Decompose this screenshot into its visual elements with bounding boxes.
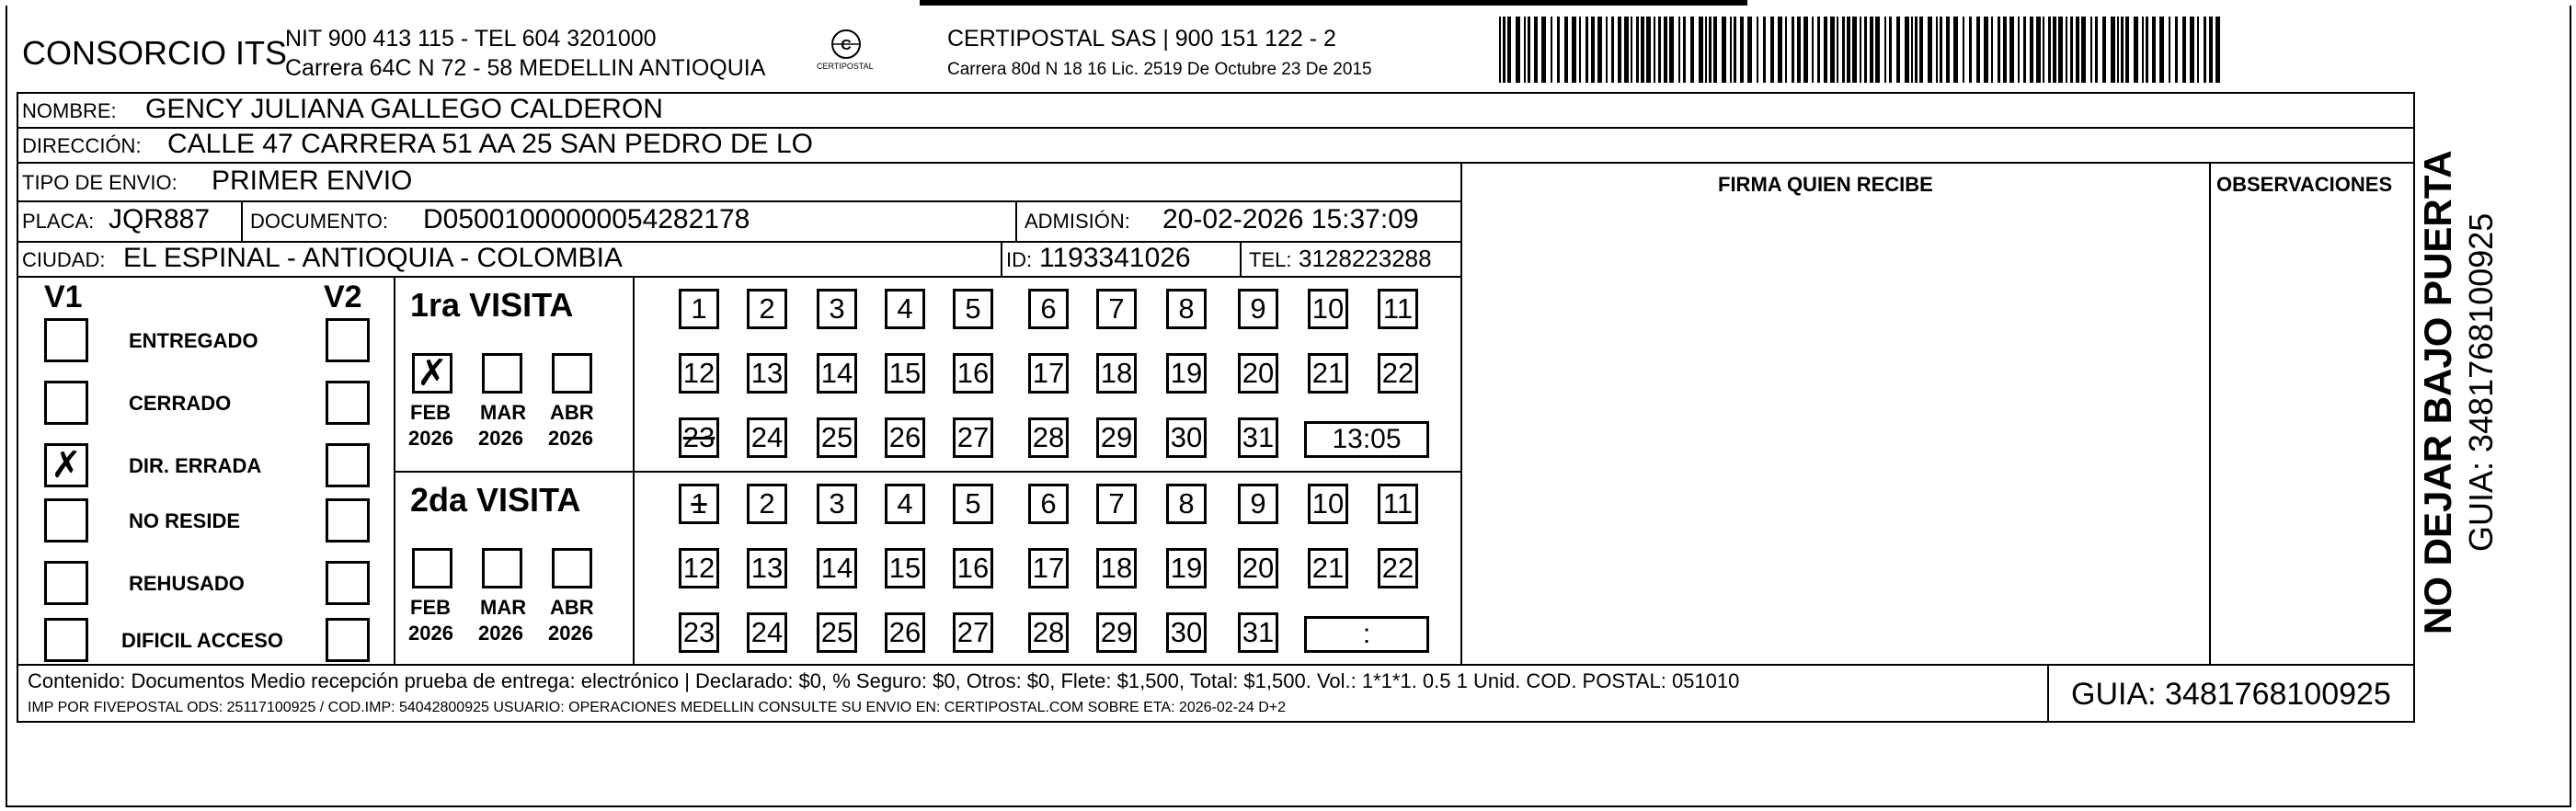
day-box[interactable]: 13 <box>747 548 787 588</box>
day-box[interactable]: 25 <box>817 417 857 458</box>
day-box[interactable]: 22 <box>1378 353 1418 394</box>
month-checkbox[interactable] <box>412 548 452 588</box>
v1-checkbox[interactable] <box>44 318 88 362</box>
day-box[interactable]: 9 <box>1238 484 1278 524</box>
direccion-label: DIRECCIÓN: <box>22 134 142 157</box>
month-label: FEB <box>410 401 451 424</box>
v2-checkbox[interactable] <box>326 618 370 662</box>
month-label: FEB <box>410 596 451 619</box>
observaciones-label: OBSERVACIONES <box>2216 173 2393 196</box>
day-box[interactable]: 30 <box>1166 612 1207 653</box>
day-box[interactable]: 13 <box>747 353 787 394</box>
month-checkbox[interactable]: ✗ <box>412 353 452 394</box>
day-box[interactable]: 21 <box>1308 353 1348 394</box>
day-box[interactable]: 19 <box>1166 548 1207 588</box>
carrier-line-1: CERTIPOSTAL SAS | 900 151 122 - 2 <box>947 26 1336 51</box>
day-box[interactable]: 20 <box>1238 353 1278 394</box>
v2-checkbox[interactable] <box>326 318 370 362</box>
day-box[interactable]: 26 <box>885 417 925 458</box>
status-label: NO RESIDE <box>129 509 241 532</box>
day-box[interactable]: 26 <box>885 612 925 653</box>
day-box[interactable]: 21 <box>1308 548 1348 588</box>
day-box[interactable]: 29 <box>1096 612 1137 653</box>
day-box[interactable]: 6 <box>1028 289 1069 329</box>
direccion-value: CALLE 47 CARRERA 51 AA 25 SAN PEDRO DE LO <box>167 129 813 159</box>
day-box[interactable]: 16 <box>953 353 993 394</box>
day-box[interactable]: 10 <box>1308 289 1348 329</box>
day-box[interactable]: 4 <box>885 289 925 329</box>
day-box[interactable]: 1 <box>679 484 719 524</box>
year-label: 2026 <box>478 622 523 645</box>
day-box[interactable]: 2 <box>747 289 787 329</box>
ciudad-value: EL ESPINAL - ANTIOQUIA - COLOMBIA <box>123 243 623 273</box>
v1-checkbox[interactable] <box>44 561 88 605</box>
day-box[interactable]: 24 <box>747 417 787 458</box>
admision-value: 20-02-2026 15:37:09 <box>1162 204 1419 234</box>
v2-label: V2 <box>324 280 362 314</box>
tipo-envio-value: PRIMER ENVIO <box>212 166 413 196</box>
day-box[interactable]: 19 <box>1166 353 1207 394</box>
v1-label: V1 <box>44 280 83 314</box>
status-label: DIR. ERRADA <box>129 454 262 477</box>
month-label: MAR <box>480 596 527 619</box>
day-box[interactable]: 30 <box>1166 417 1207 458</box>
day-box[interactable]: 23 <box>679 612 719 653</box>
day-box[interactable]: 11 <box>1378 484 1418 524</box>
day-box[interactable]: 17 <box>1028 353 1069 394</box>
svg-text:C: C <box>841 38 852 53</box>
month-label: ABR <box>550 401 594 424</box>
day-box[interactable]: 3 <box>817 484 857 524</box>
placa-value: JQR887 <box>109 204 211 234</box>
year-label: 2026 <box>548 427 593 450</box>
day-box[interactable]: 29 <box>1096 417 1137 458</box>
id-label: ID: <box>1006 248 1033 271</box>
day-box[interactable]: 10 <box>1308 484 1348 524</box>
id-value: 1193341026 <box>1039 243 1191 273</box>
v2-checkbox[interactable] <box>326 443 370 487</box>
placa-label: PLACA: <box>22 210 95 233</box>
month-checkbox[interactable] <box>482 548 522 588</box>
day-box[interactable]: 31 <box>1238 612 1278 653</box>
day-box[interactable]: 20 <box>1238 548 1278 588</box>
day-box[interactable]: 27 <box>953 417 993 458</box>
tel-value: 3128223288 <box>1299 245 1432 272</box>
day-box[interactable]: 5 <box>953 484 993 524</box>
year-label: 2026 <box>408 427 453 450</box>
day-box[interactable]: 31 <box>1238 417 1278 458</box>
month-checkbox[interactable] <box>552 548 592 588</box>
day-box[interactable]: 27 <box>953 612 993 653</box>
month-label: ABR <box>550 596 594 619</box>
v2-checkbox[interactable] <box>326 498 370 543</box>
year-label: 2026 <box>408 622 453 645</box>
day-box[interactable]: 28 <box>1028 417 1069 458</box>
day-box[interactable]: 9 <box>1238 289 1278 329</box>
status-label: DIFICIL ACCESO <box>121 629 284 652</box>
day-box[interactable]: 1 <box>679 289 719 329</box>
day-box[interactable]: 8 <box>1166 484 1207 524</box>
carrier-logo-text: CERTIPOSTAL <box>817 62 874 71</box>
month-label: MAR <box>480 401 527 424</box>
carrier-line-2: Carrera 80d N 18 16 Lic. 2519 De Octubre 23 De 2015 <box>947 60 1372 79</box>
guia-box-text: GUIA: 3481768100925 <box>2071 677 2391 712</box>
v1-checkbox[interactable]: ✗ <box>44 443 88 487</box>
year-label: 2026 <box>478 427 523 450</box>
documento-label: DOCUMENTO: <box>250 210 388 233</box>
v2-checkbox[interactable] <box>326 381 370 425</box>
month-checkbox[interactable] <box>482 353 522 394</box>
day-box[interactable]: 15 <box>885 548 925 588</box>
nombre-value: GENCY JULIANA GALLEGO CALDERON <box>145 94 663 124</box>
day-box[interactable]: 14 <box>817 548 857 588</box>
year-label: 2026 <box>548 622 593 645</box>
time-box[interactable]: : <box>1304 616 1429 653</box>
day-box[interactable]: 2 <box>747 484 787 524</box>
company-name: CONSORCIO ITS <box>22 34 288 72</box>
day-box[interactable]: 12 <box>679 353 719 394</box>
tipo-envio-label: TIPO DE ENVIO: <box>22 171 177 194</box>
ciudad-label: CIUDAD: <box>22 248 106 271</box>
day-box[interactable]: 15 <box>885 353 925 394</box>
day-box[interactable]: 22 <box>1378 548 1418 588</box>
side-guia: GUIA: 3481768100925 <box>2462 212 2500 552</box>
day-box[interactable]: 8 <box>1166 289 1207 329</box>
status-label: REHUSADO <box>129 572 245 595</box>
day-box[interactable]: 25 <box>817 612 857 653</box>
nombre-label: NOMBRE: <box>22 99 117 122</box>
day-box[interactable]: 18 <box>1096 353 1137 394</box>
documento-value: D05001000000054282178 <box>423 204 750 234</box>
admision-label: ADMISIÓN: <box>1025 210 1130 233</box>
company-line-1: NIT 900 413 115 - TEL 604 3201000 <box>285 26 657 51</box>
imp-text: IMP POR FIVEPOSTAL ODS: 25117100925 / COD.IMP: 54042800925 USUARIO: OPERACIONES MEDELLIN CONSULTE SU ENVIO EN: CERTIPOSTAL.COM SOBRE ETA: 2026-02-24 D+2 <box>28 700 1287 715</box>
day-box[interactable]: 24 <box>747 612 787 653</box>
day-box[interactable]: 5 <box>953 289 993 329</box>
tel-label: TEL: <box>1249 248 1292 271</box>
status-label: CERRADO <box>129 392 232 415</box>
month-checkbox[interactable] <box>552 353 592 394</box>
time-box[interactable]: 13:05 <box>1304 421 1429 458</box>
day-box[interactable]: 17 <box>1028 548 1069 588</box>
company-line-2: Carrera 64C N 72 - 58 MEDELLIN ANTIOQUIA <box>285 55 766 81</box>
day-box[interactable]: 12 <box>679 548 719 588</box>
side-warning: NO DEJAR BAJO PUERTA <box>2416 150 2459 634</box>
day-box[interactable]: 23 <box>679 417 719 458</box>
day-box[interactable]: 7 <box>1096 289 1137 329</box>
contenido-text: Contenido: Documentos Medio recepción prueba de entrega: electrónico | Declarado: $0, % Seguro: $0, Otros: $0, Flete: $1,500, Total: $1,500. Vol.: 1*1*1. 0.5 1 Unid. COD. POSTAL: 051010 <box>28 669 1740 692</box>
visit-title: 1ra VISITA <box>410 286 574 324</box>
day-box[interactable]: 6 <box>1028 484 1069 524</box>
v1-checkbox[interactable] <box>44 618 88 662</box>
v1-checkbox[interactable] <box>44 381 88 425</box>
day-box[interactable]: 11 <box>1378 289 1418 329</box>
day-box[interactable]: 4 <box>885 484 925 524</box>
status-label: ENTREGADO <box>129 329 258 352</box>
firma-label: FIRMA QUIEN RECIBE <box>1718 173 1933 196</box>
day-box[interactable]: 16 <box>953 548 993 588</box>
day-box[interactable]: 14 <box>817 353 857 394</box>
day-box[interactable]: 18 <box>1096 548 1137 588</box>
day-box[interactable]: 28 <box>1028 612 1069 653</box>
v2-checkbox[interactable] <box>326 561 370 605</box>
day-box[interactable]: 7 <box>1096 484 1137 524</box>
visit-title: 2da VISITA <box>410 481 581 519</box>
day-box[interactable]: 3 <box>817 289 857 329</box>
v1-checkbox[interactable] <box>44 498 88 543</box>
